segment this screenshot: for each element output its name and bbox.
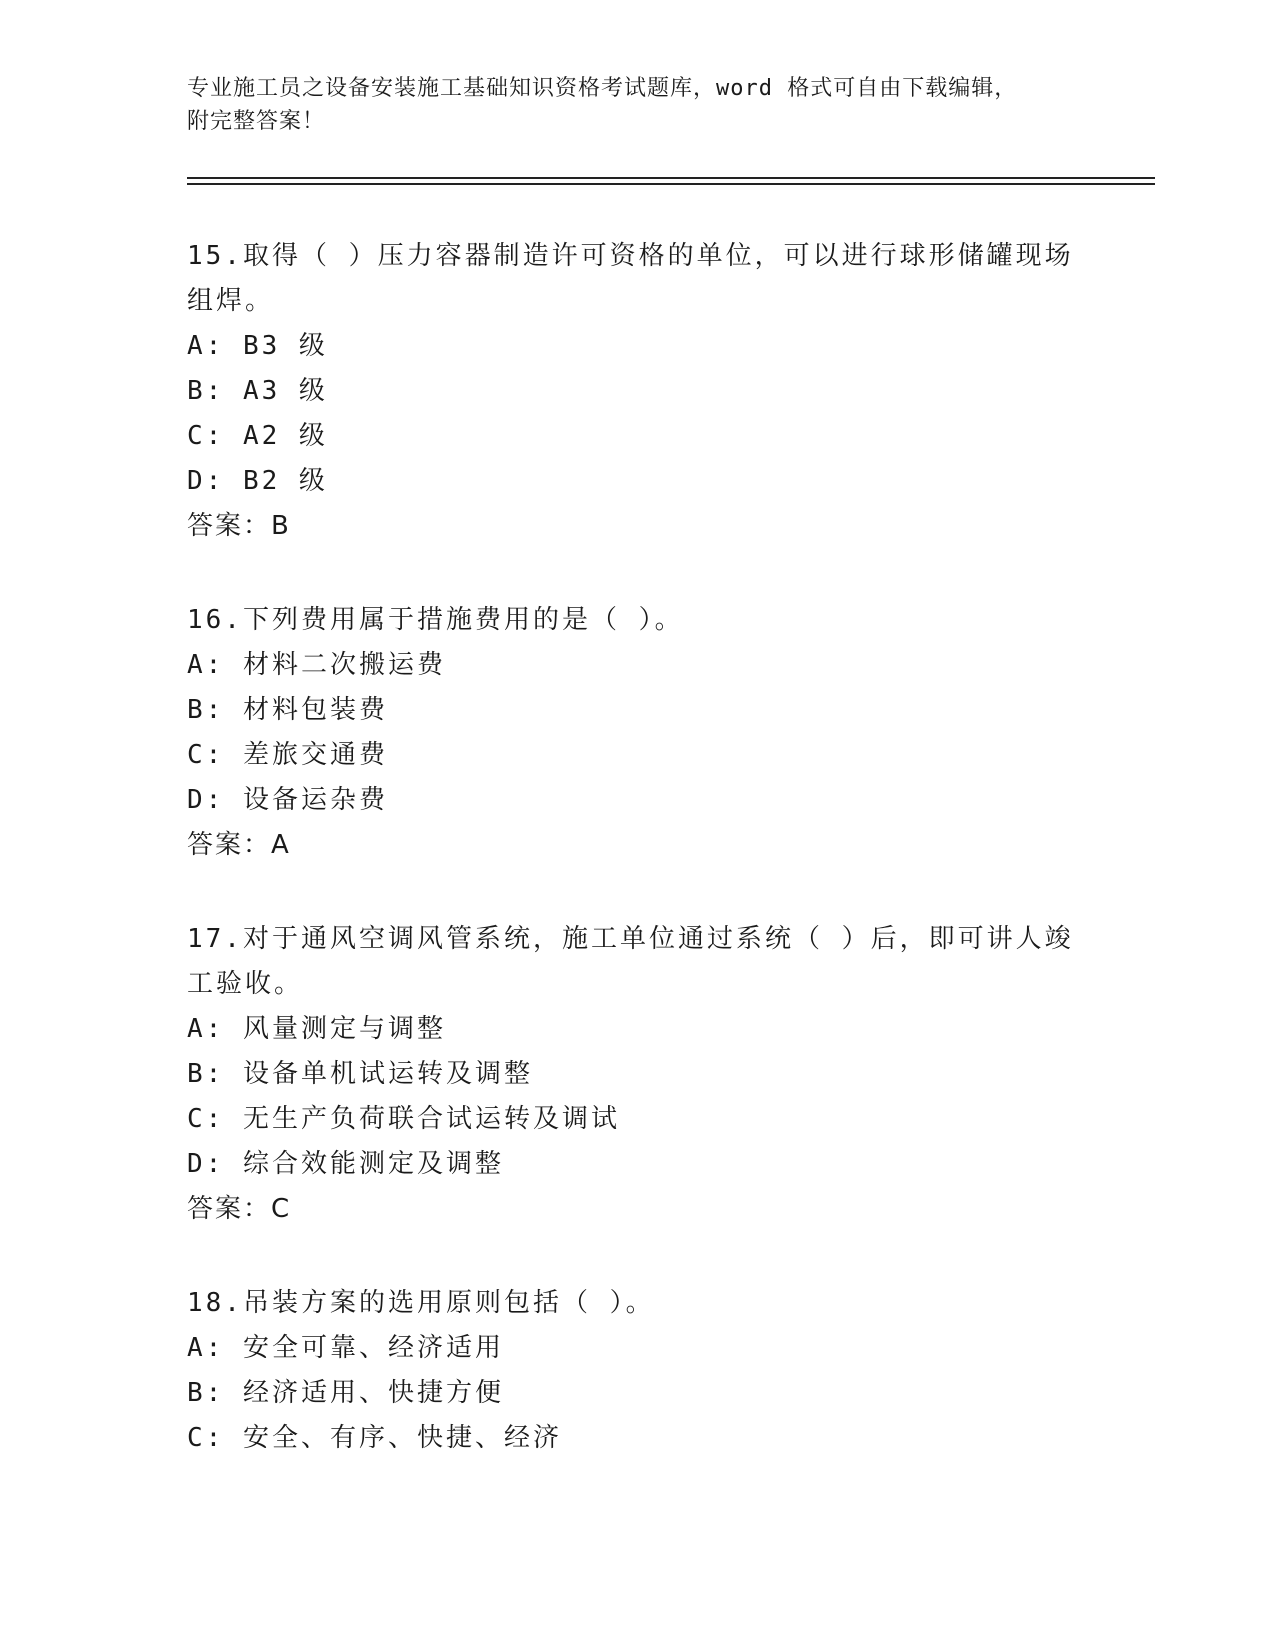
option-a: A: 安全可靠、经济适用 <box>187 1333 504 1363</box>
question-stem: 15.取得（ ）压力容器制造许可资格的单位，可以进行球形储罐现场组焊。 <box>187 241 1074 316</box>
option-c: C: 差旅交通费 <box>187 740 388 770</box>
option-d: D: 设备运杂费 <box>187 785 388 815</box>
question-15 <box>187 234 1087 549</box>
option-d: D: 综合效能测定及调整 <box>187 1149 504 1179</box>
option-c: C: 安全、有序、快捷、经济 <box>187 1423 562 1453</box>
question-stem: 17.对于通风空调风管系统，施工单位通过系统（ ）后，即可讲人竣工验收。 <box>187 924 1074 999</box>
header-line-2: 附完整答案！ <box>187 109 326 134</box>
question-17 <box>187 917 1087 1232</box>
option-a: A: 材料二次搬运费 <box>187 650 446 680</box>
header-divider-bottom <box>187 183 1155 185</box>
option-b: B: 设备单机试运转及调整 <box>187 1059 533 1089</box>
document-header <box>187 72 1087 138</box>
option-c: C: A2 级 <box>187 421 328 451</box>
option-b: B: 经济适用、快捷方便 <box>187 1378 504 1408</box>
header-line-1: 专业施工员之设备安装施工基础知识资格考试题库，word 格式可自由下载编辑， <box>187 76 1018 101</box>
option-d: D: B2 级 <box>187 466 328 496</box>
answer: 答案：B <box>187 511 291 541</box>
answer: 答案：C <box>187 1194 292 1224</box>
option-a: A: 风量测定与调整 <box>187 1014 446 1044</box>
question-16 <box>187 598 1087 868</box>
header-divider-top <box>187 177 1155 179</box>
option-c: C: 无生产负荷联合试运转及调试 <box>187 1104 620 1134</box>
question-stem: 16.下列费用属于措施费用的是（ ）。 <box>187 605 684 635</box>
question-18 <box>187 1281 1087 1461</box>
answer: 答案：A <box>187 830 291 860</box>
option-b: B: 材料包装费 <box>187 695 388 725</box>
question-stem: 18.吊装方案的选用原则包括（ ）。 <box>187 1288 655 1318</box>
option-b: B: A3 级 <box>187 376 328 406</box>
option-a: A: B3 级 <box>187 331 328 361</box>
